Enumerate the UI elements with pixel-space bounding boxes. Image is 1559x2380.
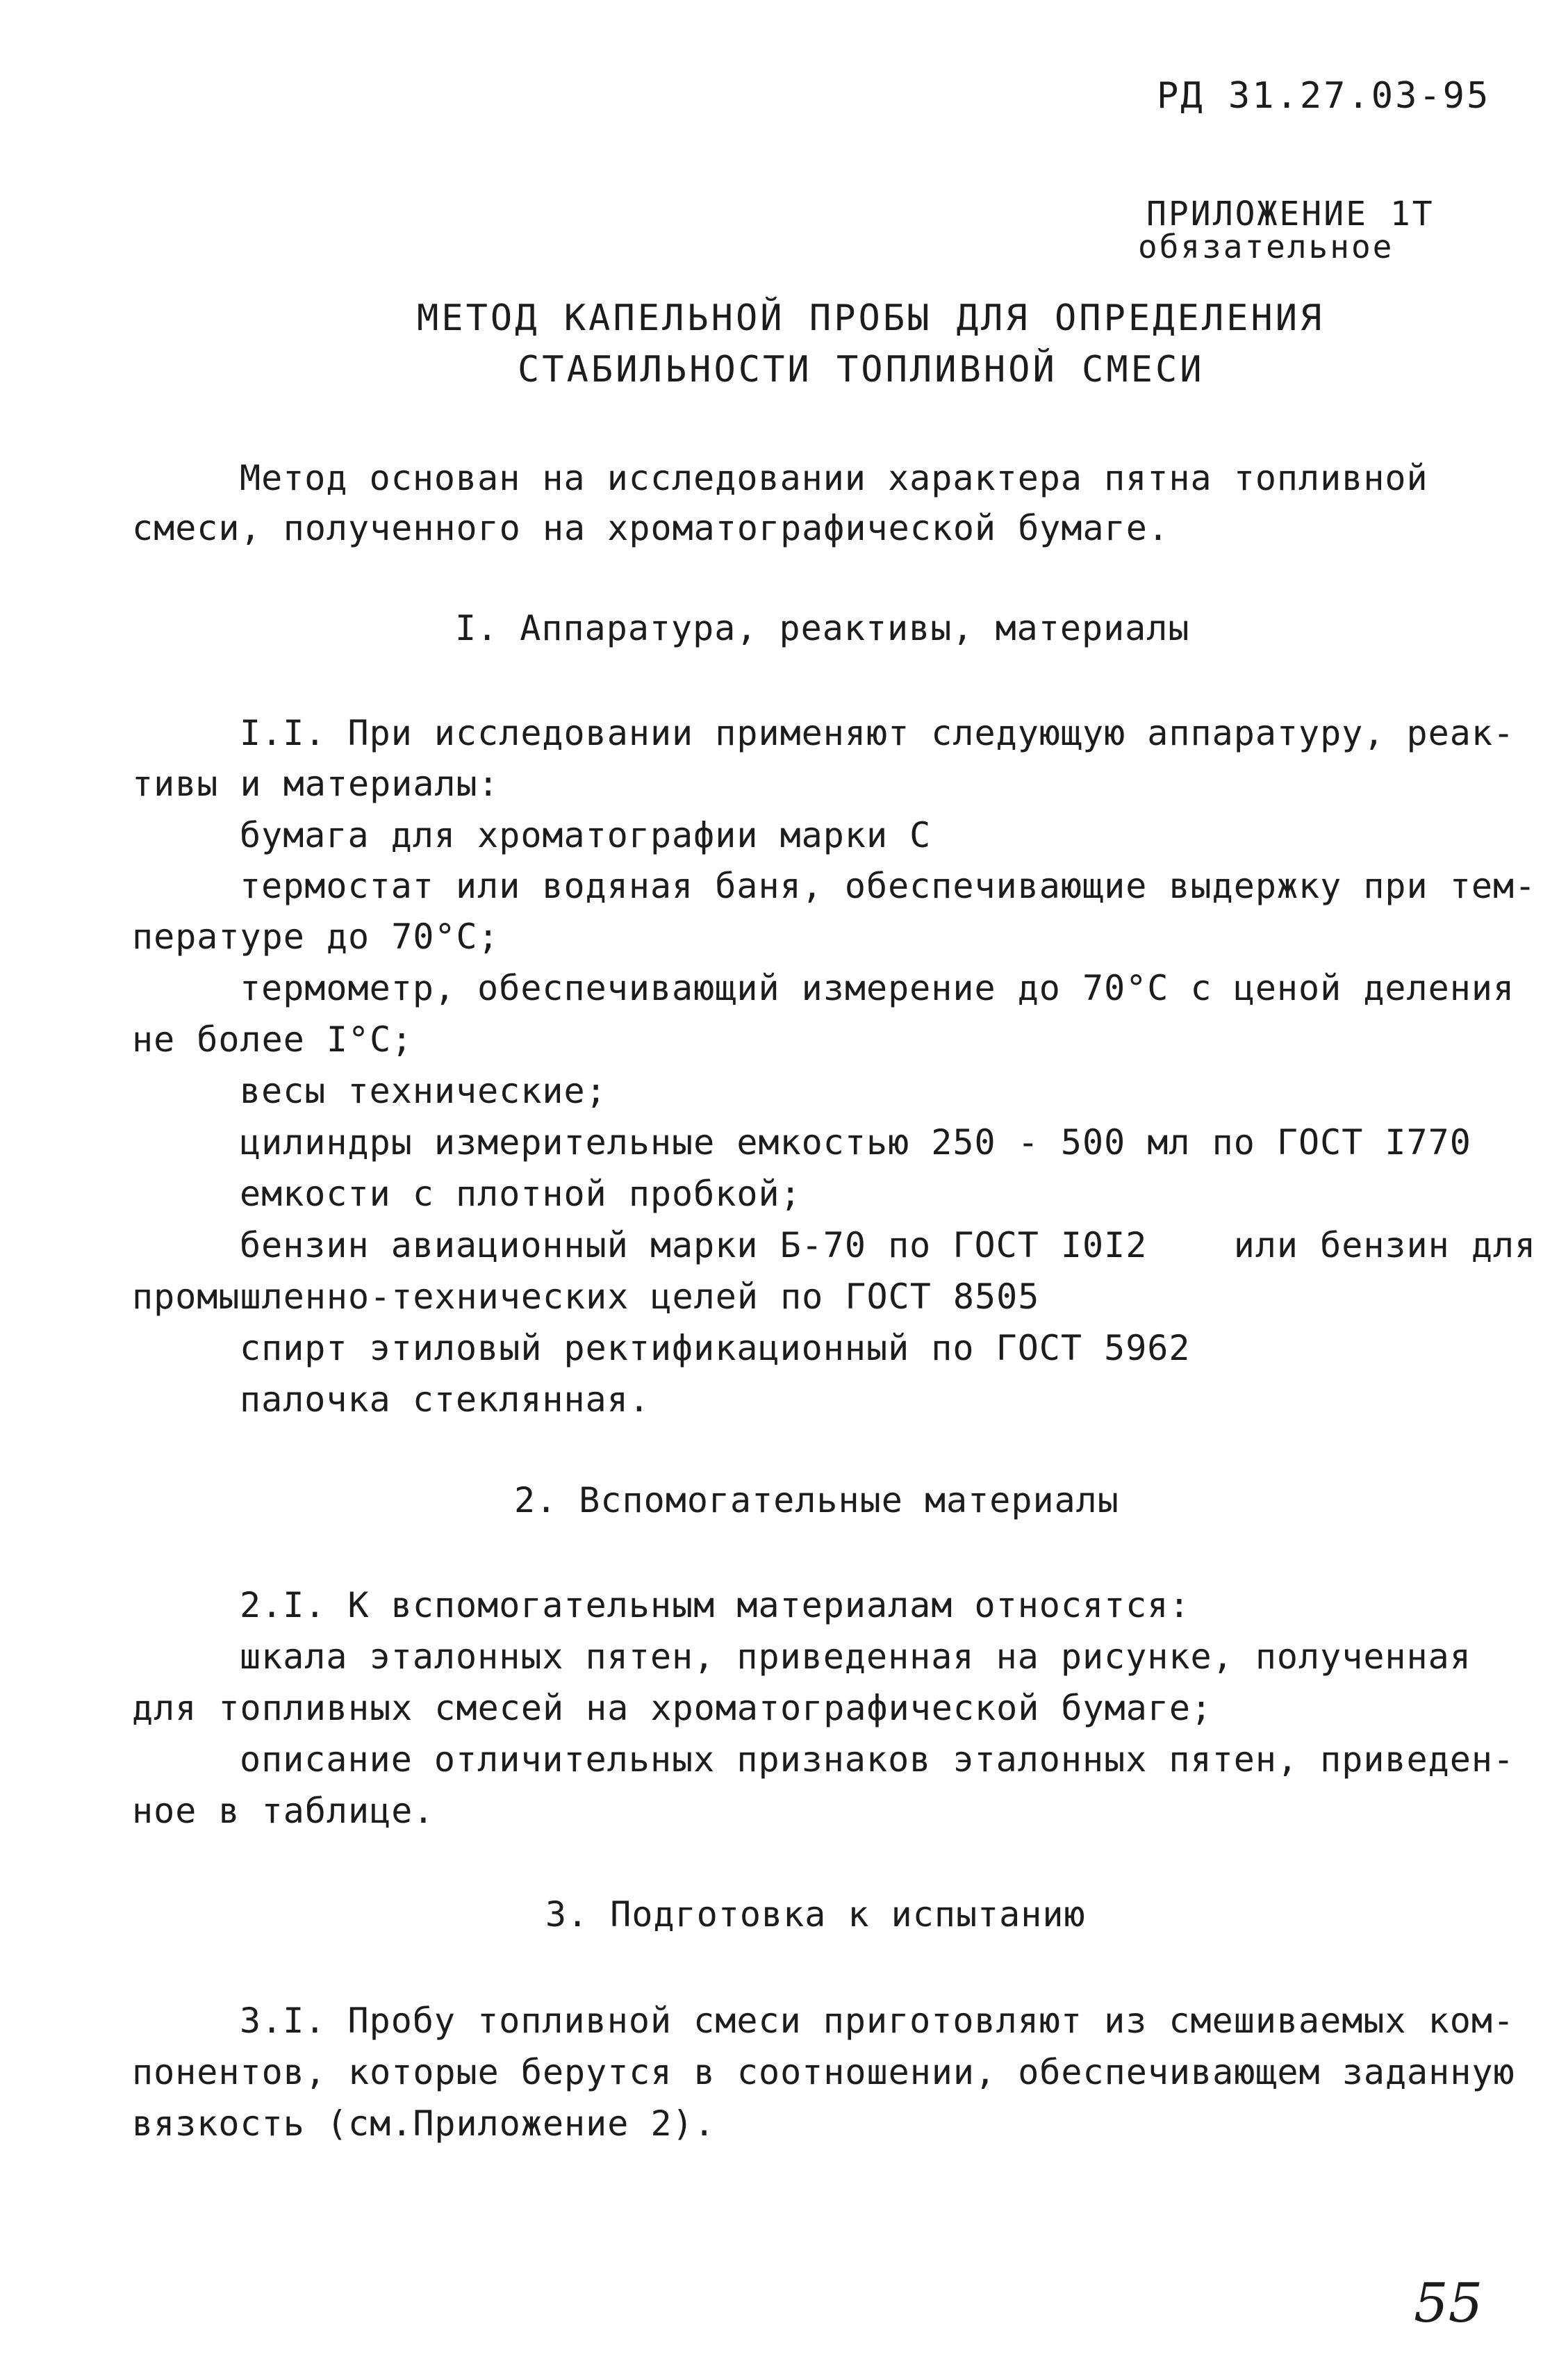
intro-line-2: смеси, полученного на хроматографической бумаге. bbox=[132, 508, 1169, 548]
section-1-line: термостат или водяная баня, обеспечивающие выдержку при тем- bbox=[240, 866, 1537, 906]
appendix-label: ПРИЛОЖЕНИЕ 1Т bbox=[1146, 195, 1435, 233]
section-1-line: термометр, обеспечивающий измерение до 70°С с ценой деления bbox=[240, 968, 1515, 1008]
appendix-status: обязательное bbox=[1138, 228, 1394, 265]
section-2-line: для топливных смесей на хроматографической бумаге; bbox=[132, 1688, 1213, 1728]
section-1-line: емкости с плотной пробкой; bbox=[240, 1174, 802, 1214]
section-1-line: спирт этиловый ректификационный по ГОСТ 5962 bbox=[240, 1328, 1191, 1368]
section-1-heading: I. Аппаратура, реактивы, материалы bbox=[455, 608, 1190, 648]
section-1-line: цилиндры измерительные емкостью 250 - 500 мл по ГОСТ I770 bbox=[240, 1122, 1471, 1163]
section-2-line: ное в таблице. bbox=[132, 1791, 435, 1831]
section-3-line: понентов, которые берутся в соотношении, обеспечивающем заданную bbox=[132, 2052, 1515, 2092]
section-2-line: 2.I. К вспомогательным материалам относятся: bbox=[240, 1585, 1191, 1625]
section-3-line: вязкость (см.Приложение 2). bbox=[132, 2103, 716, 2144]
section-1-line: не более I°С; bbox=[132, 1019, 413, 1060]
section-2-line: шкала эталонных пятен, приведенная на рисунке, полученная bbox=[240, 1636, 1471, 1677]
section-1-line: пературе до 70°С; bbox=[132, 917, 500, 957]
section-3-line: 3.I. Пробу топливной смеси приготовляют из смешиваемых ком- bbox=[240, 2001, 1515, 2041]
document-code: РД 31.27.03-95 bbox=[1157, 75, 1491, 117]
section-2-heading: 2. Вспомогательные материалы bbox=[514, 1480, 1119, 1520]
page-number: 55 bbox=[1414, 2272, 1483, 2335]
intro-line-1: Метод основан на исследовании характера пятна топливной bbox=[240, 458, 1428, 498]
section-1-line: бумага для хроматографии марки С bbox=[240, 815, 932, 855]
title-line-1: МЕТОД КАПЕЛЬНОЙ ПРОБЫ ДЛЯ ОПРЕДЕЛЕНИЯ bbox=[417, 297, 1325, 339]
section-1-line: промышленно-технических целей по ГОСТ 8505 bbox=[132, 1277, 1040, 1317]
section-1-line: весы технические; bbox=[240, 1071, 607, 1111]
section-1-line: тивы и материалы: bbox=[132, 764, 500, 804]
section-2-line: описание отличительных признаков эталонных пятен, приведен- bbox=[240, 1739, 1515, 1780]
title-line-2: СТАБИЛЬНОСТИ ТОПЛИВНОЙ СМЕСИ bbox=[518, 349, 1205, 391]
section-1-line: I.I. При исследовании применяют следующую аппаратуру, реак- bbox=[240, 713, 1515, 753]
section-3-heading: 3. Подготовка к испытанию bbox=[545, 1894, 1086, 1935]
section-1-line: бензин авиационный марки Б-70 по ГОСТ I0I2 или бензин для bbox=[240, 1225, 1537, 1265]
section-1-line: палочка стеклянная. bbox=[240, 1379, 650, 1420]
